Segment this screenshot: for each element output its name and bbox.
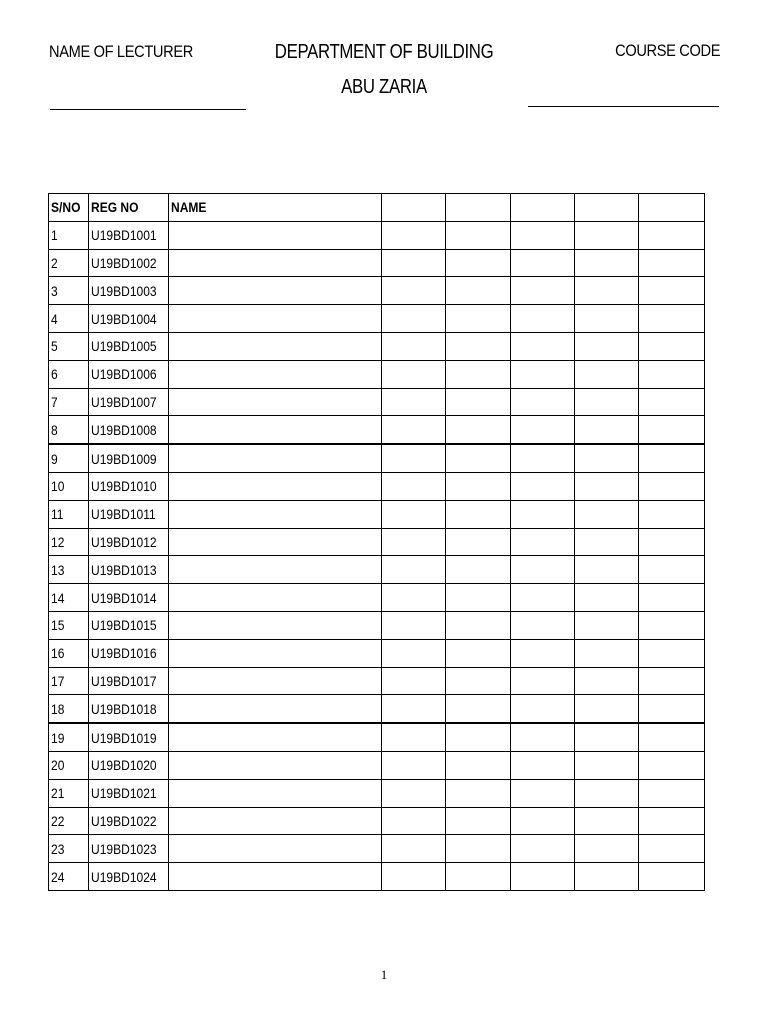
reg-no-cell — [89, 556, 169, 584]
blank-cell[interactable] — [639, 611, 705, 639]
blank-cell[interactable] — [639, 388, 705, 416]
reg-no-cell — [89, 863, 169, 891]
table-body — [49, 221, 705, 890]
blank-cell[interactable] — [575, 779, 639, 807]
blank-cell[interactable] — [639, 305, 705, 333]
header-blank — [446, 194, 511, 222]
serial-number-cell-text: 9 — [51, 450, 58, 467]
blank-cell[interactable] — [446, 360, 511, 388]
blank-cell[interactable] — [382, 835, 446, 863]
serial-number-cell-text: 22 — [51, 812, 65, 829]
blank-cell[interactable] — [511, 249, 575, 277]
reg-no-cell-text: U19BD1017 — [91, 672, 157, 689]
serial-number-cell-text: 17 — [51, 672, 65, 689]
blank-cell[interactable] — [446, 611, 511, 639]
header-sno — [49, 194, 89, 222]
blank-cell[interactable] — [382, 472, 446, 500]
serial-number-cell — [49, 332, 89, 360]
blank-cell[interactable] — [382, 723, 446, 751]
serial-number-cell — [49, 695, 89, 723]
lecturer-name-blank[interactable] — [50, 109, 246, 110]
blank-cell[interactable] — [639, 863, 705, 891]
header-sno-text: S/NO — [51, 199, 81, 216]
serial-number-cell-text: 6 — [51, 366, 58, 383]
serial-number-cell-text: 14 — [51, 589, 65, 606]
table-header-row — [49, 194, 705, 222]
blank-cell[interactable] — [382, 360, 446, 388]
blank-cell[interactable] — [446, 305, 511, 333]
blank-cell[interactable] — [639, 807, 705, 835]
blank-cell[interactable] — [511, 639, 575, 667]
table-row — [49, 416, 705, 444]
reg-no-cell — [89, 388, 169, 416]
blank-cell[interactable] — [639, 556, 705, 584]
serial-number-cell-text: 5 — [51, 338, 58, 355]
header-name — [169, 194, 382, 222]
table-row — [49, 695, 705, 723]
blank-cell[interactable] — [446, 639, 511, 667]
serial-number-cell — [49, 639, 89, 667]
blank-cell[interactable] — [639, 360, 705, 388]
blank-cell[interactable] — [382, 249, 446, 277]
reg-no-cell — [89, 472, 169, 500]
blank-cell[interactable] — [639, 584, 705, 612]
table-row — [49, 863, 705, 891]
reg-no-cell — [89, 277, 169, 305]
blank-cell[interactable] — [575, 249, 639, 277]
course-code-label: COURSE CODE — [614, 41, 720, 60]
blank-cell[interactable] — [511, 835, 575, 863]
table-row — [49, 723, 705, 751]
name-cell[interactable] — [169, 332, 382, 360]
reg-no-cell-text: U19BD1014 — [91, 589, 157, 606]
serial-number-cell-text: 2 — [51, 254, 58, 271]
serial-number-cell — [49, 611, 89, 639]
table-row — [49, 444, 705, 472]
serial-number-cell — [49, 360, 89, 388]
reg-no-cell — [89, 723, 169, 751]
name-cell[interactable] — [169, 835, 382, 863]
blank-cell[interactable] — [446, 667, 511, 695]
blank-cell[interactable] — [575, 444, 639, 472]
blank-cell[interactable] — [639, 751, 705, 779]
blank-cell[interactable] — [446, 807, 511, 835]
blank-cell[interactable] — [575, 500, 639, 528]
blank-cell[interactable] — [511, 751, 575, 779]
blank-cell[interactable] — [446, 835, 511, 863]
blank-cell[interactable] — [446, 444, 511, 472]
blank-cell[interactable] — [511, 611, 575, 639]
serial-number-cell — [49, 556, 89, 584]
blank-cell[interactable] — [511, 360, 575, 388]
table-row — [49, 779, 705, 807]
blank-cell[interactable] — [639, 723, 705, 751]
blank-cell[interactable] — [446, 528, 511, 556]
blank-cell[interactable] — [446, 472, 511, 500]
blank-cell[interactable] — [511, 528, 575, 556]
blank-cell[interactable] — [575, 751, 639, 779]
blank-cell[interactable] — [446, 277, 511, 305]
serial-number-cell — [49, 388, 89, 416]
blank-cell[interactable] — [575, 305, 639, 333]
table-row — [49, 360, 705, 388]
reg-no-cell — [89, 360, 169, 388]
blank-cell[interactable] — [446, 249, 511, 277]
name-cell[interactable] — [169, 249, 382, 277]
table-row — [49, 500, 705, 528]
blank-cell[interactable] — [575, 863, 639, 891]
serial-number-cell — [49, 528, 89, 556]
blank-cell[interactable] — [575, 723, 639, 751]
table-row — [49, 388, 705, 416]
name-cell[interactable] — [169, 611, 382, 639]
reg-no-cell — [89, 695, 169, 723]
blank-cell[interactable] — [511, 723, 575, 751]
header-reg-no — [89, 194, 169, 222]
serial-number-cell-text: 8 — [51, 421, 58, 438]
blank-cell[interactable] — [446, 695, 511, 723]
reg-no-cell — [89, 305, 169, 333]
header-reg-no-text: REG NO — [91, 199, 139, 216]
blank-cell[interactable] — [511, 584, 575, 612]
blank-cell[interactable] — [639, 472, 705, 500]
reg-no-cell — [89, 611, 169, 639]
department-title-text: DEPARTMENT OF BUILDING — [274, 41, 494, 63]
reg-no-cell-text: U19BD1008 — [91, 421, 157, 438]
reg-no-cell-text: U19BD1013 — [91, 561, 157, 578]
reg-no-cell — [89, 779, 169, 807]
blank-cell[interactable] — [575, 528, 639, 556]
institution-title-text: ABU ZARIA — [341, 76, 427, 98]
lecturer-name-label: NAME OF LECTURER — [49, 42, 193, 61]
serial-number-cell-text: 11 — [51, 506, 64, 523]
blank-cell[interactable] — [511, 388, 575, 416]
serial-number-cell-text: 18 — [51, 700, 65, 717]
reg-no-cell — [89, 667, 169, 695]
name-cell[interactable] — [169, 416, 382, 444]
serial-number-cell — [49, 472, 89, 500]
name-cell[interactable] — [169, 472, 382, 500]
blank-cell[interactable] — [446, 556, 511, 584]
blank-cell[interactable] — [511, 305, 575, 333]
reg-no-cell — [89, 500, 169, 528]
reg-no-cell-text: U19BD1024 — [91, 868, 157, 885]
serial-number-cell — [49, 305, 89, 333]
blank-cell[interactable] — [511, 416, 575, 444]
blank-cell[interactable] — [446, 332, 511, 360]
blank-cell[interactable] — [511, 556, 575, 584]
name-cell[interactable] — [169, 639, 382, 667]
table-row — [49, 556, 705, 584]
serial-number-cell — [49, 751, 89, 779]
header-blank — [511, 194, 575, 222]
reg-no-cell — [89, 332, 169, 360]
reg-no-cell-text: U19BD1021 — [91, 785, 157, 802]
blank-cell[interactable] — [382, 667, 446, 695]
blank-cell[interactable] — [639, 779, 705, 807]
serial-number-cell — [49, 221, 89, 249]
reg-no-cell-text: U19BD1023 — [91, 840, 157, 857]
table-row — [49, 611, 705, 639]
name-cell[interactable] — [169, 556, 382, 584]
serial-number-cell — [49, 500, 89, 528]
table-row — [49, 249, 705, 277]
name-cell[interactable] — [169, 723, 382, 751]
reg-no-cell-text: U19BD1002 — [91, 254, 157, 271]
header-name-text: NAME — [171, 199, 207, 216]
blank-cell[interactable] — [382, 444, 446, 472]
blank-cell[interactable] — [575, 695, 639, 723]
blank-cell[interactable] — [382, 863, 446, 891]
serial-number-cell — [49, 444, 89, 472]
blank-cell[interactable] — [382, 528, 446, 556]
name-cell[interactable] — [169, 277, 382, 305]
blank-cell[interactable] — [575, 556, 639, 584]
blank-cell[interactable] — [446, 863, 511, 891]
name-cell[interactable] — [169, 779, 382, 807]
blank-cell[interactable] — [446, 723, 511, 751]
blank-cell[interactable] — [575, 835, 639, 863]
reg-no-cell-text: U19BD1006 — [91, 366, 157, 383]
reg-no-cell — [89, 528, 169, 556]
table-row — [49, 639, 705, 667]
serial-number-cell-text: 3 — [51, 282, 58, 299]
name-cell[interactable] — [169, 863, 382, 891]
blank-cell[interactable] — [511, 444, 575, 472]
blank-cell[interactable] — [511, 779, 575, 807]
blank-cell[interactable] — [382, 639, 446, 667]
blank-cell[interactable] — [382, 751, 446, 779]
reg-no-cell-text: U19BD1007 — [91, 393, 157, 410]
blank-cell[interactable] — [575, 221, 639, 249]
reg-no-cell — [89, 416, 169, 444]
table-row — [49, 277, 705, 305]
reg-no-cell-text: U19BD1020 — [91, 757, 157, 774]
institution-title — [0, 76, 768, 99]
reg-no-cell-text: U19BD1018 — [91, 700, 157, 717]
serial-number-cell-text: 10 — [51, 478, 65, 495]
blank-cell[interactable] — [511, 863, 575, 891]
blank-cell[interactable] — [382, 500, 446, 528]
reg-no-cell-text: U19BD1019 — [91, 729, 157, 746]
blank-cell[interactable] — [639, 695, 705, 723]
name-cell[interactable] — [169, 221, 382, 249]
table-row — [49, 528, 705, 556]
course-code-blank[interactable] — [528, 106, 719, 107]
reg-no-cell-text: U19BD1015 — [91, 617, 157, 634]
table-row — [49, 807, 705, 835]
blank-cell[interactable] — [382, 221, 446, 249]
table-row — [49, 332, 705, 360]
name-cell[interactable] — [169, 500, 382, 528]
name-cell[interactable] — [169, 667, 382, 695]
table-row — [49, 472, 705, 500]
blank-cell[interactable] — [382, 807, 446, 835]
blank-cell[interactable] — [511, 221, 575, 249]
reg-no-cell — [89, 751, 169, 779]
blank-cell[interactable] — [511, 500, 575, 528]
reg-no-cell-text: U19BD1010 — [91, 478, 157, 495]
blank-cell[interactable] — [382, 388, 446, 416]
reg-no-cell-text: U19BD1012 — [91, 533, 157, 550]
table-row — [49, 751, 705, 779]
serial-number-cell — [49, 249, 89, 277]
blank-cell[interactable] — [511, 807, 575, 835]
blank-cell[interactable] — [382, 305, 446, 333]
blank-cell[interactable] — [639, 639, 705, 667]
blank-cell[interactable] — [511, 472, 575, 500]
blank-cell[interactable] — [639, 667, 705, 695]
blank-cell[interactable] — [511, 695, 575, 723]
blank-cell[interactable] — [382, 584, 446, 612]
reg-no-cell-text: U19BD1011 — [91, 506, 156, 523]
reg-no-cell — [89, 835, 169, 863]
reg-no-cell — [89, 639, 169, 667]
blank-cell[interactable] — [446, 779, 511, 807]
serial-number-cell-text: 15 — [51, 617, 65, 634]
serial-number-cell-text: 23 — [51, 840, 65, 857]
serial-number-cell — [49, 723, 89, 751]
blank-cell[interactable] — [575, 667, 639, 695]
blank-cell[interactable] — [446, 388, 511, 416]
blank-cell[interactable] — [511, 667, 575, 695]
serial-number-cell — [49, 277, 89, 305]
reg-no-cell — [89, 221, 169, 249]
serial-number-cell — [49, 863, 89, 891]
blank-cell[interactable] — [446, 221, 511, 249]
table-row — [49, 221, 705, 249]
name-cell[interactable] — [169, 305, 382, 333]
name-cell[interactable] — [169, 360, 382, 388]
serial-number-cell-text: 16 — [51, 645, 65, 662]
reg-no-cell — [89, 444, 169, 472]
table-row — [49, 835, 705, 863]
serial-number-cell — [49, 667, 89, 695]
serial-number-cell-text: 24 — [51, 868, 65, 885]
blank-cell[interactable] — [639, 528, 705, 556]
blank-cell[interactable] — [639, 500, 705, 528]
blank-cell[interactable] — [575, 360, 639, 388]
blank-cell[interactable] — [382, 277, 446, 305]
blank-cell[interactable] — [575, 277, 639, 305]
blank-cell[interactable] — [575, 388, 639, 416]
reg-no-cell-text: U19BD1009 — [91, 450, 157, 467]
name-cell[interactable] — [169, 695, 382, 723]
serial-number-cell — [49, 416, 89, 444]
serial-number-cell — [49, 835, 89, 863]
blank-cell[interactable] — [446, 584, 511, 612]
blank-cell[interactable] — [639, 835, 705, 863]
name-cell[interactable] — [169, 751, 382, 779]
page-number: 1 — [380, 967, 388, 982]
serial-number-cell-text: 19 — [51, 729, 65, 746]
header-blank — [575, 194, 639, 222]
blank-cell[interactable] — [575, 584, 639, 612]
student-register-table — [48, 193, 705, 891]
serial-number-cell-text: 21 — [51, 785, 65, 802]
blank-cell[interactable] — [382, 779, 446, 807]
serial-number-cell-text: 12 — [51, 533, 65, 550]
blank-cell[interactable] — [639, 277, 705, 305]
reg-no-cell-text: U19BD1001 — [91, 227, 157, 244]
table-row — [49, 584, 705, 612]
name-cell[interactable] — [169, 807, 382, 835]
blank-cell[interactable] — [382, 416, 446, 444]
name-cell[interactable] — [169, 444, 382, 472]
blank-cell[interactable] — [446, 751, 511, 779]
blank-cell[interactable] — [446, 416, 511, 444]
reg-no-cell — [89, 584, 169, 612]
blank-cell[interactable] — [446, 500, 511, 528]
serial-number-cell-text: 13 — [51, 561, 65, 578]
blank-cell[interactable] — [511, 277, 575, 305]
reg-no-cell-text: U19BD1016 — [91, 645, 157, 662]
reg-no-cell-text: U19BD1004 — [91, 310, 157, 327]
blank-cell[interactable] — [575, 332, 639, 360]
reg-no-cell-text: U19BD1022 — [91, 812, 157, 829]
table-row — [49, 305, 705, 333]
reg-no-cell-text: U19BD1005 — [91, 338, 157, 355]
serial-number-cell-text: 7 — [51, 393, 58, 410]
blank-cell[interactable] — [382, 611, 446, 639]
reg-no-cell — [89, 807, 169, 835]
blank-cell[interactable] — [382, 556, 446, 584]
table-row — [49, 667, 705, 695]
blank-cell[interactable] — [575, 639, 639, 667]
blank-cell[interactable] — [639, 444, 705, 472]
serial-number-cell-text: 1 — [51, 227, 58, 244]
blank-cell[interactable] — [511, 332, 575, 360]
blank-cell[interactable] — [575, 472, 639, 500]
blank-cell[interactable] — [639, 221, 705, 249]
name-cell[interactable] — [169, 388, 382, 416]
blank-cell[interactable] — [382, 332, 446, 360]
blank-cell[interactable] — [382, 695, 446, 723]
serial-number-cell — [49, 779, 89, 807]
blank-cell[interactable] — [575, 416, 639, 444]
serial-number-cell-text: 4 — [51, 310, 58, 327]
blank-cell[interactable] — [639, 249, 705, 277]
blank-cell[interactable] — [575, 807, 639, 835]
reg-no-cell — [89, 249, 169, 277]
reg-no-cell-text: U19BD1003 — [91, 282, 157, 299]
header-blank — [639, 194, 705, 222]
name-cell[interactable] — [169, 528, 382, 556]
blank-cell[interactable] — [575, 611, 639, 639]
blank-cell[interactable] — [639, 332, 705, 360]
name-cell[interactable] — [169, 584, 382, 612]
header-blank — [382, 194, 446, 222]
serial-number-cell — [49, 807, 89, 835]
serial-number-cell-text: 20 — [51, 757, 65, 774]
blank-cell[interactable] — [639, 416, 705, 444]
serial-number-cell — [49, 584, 89, 612]
